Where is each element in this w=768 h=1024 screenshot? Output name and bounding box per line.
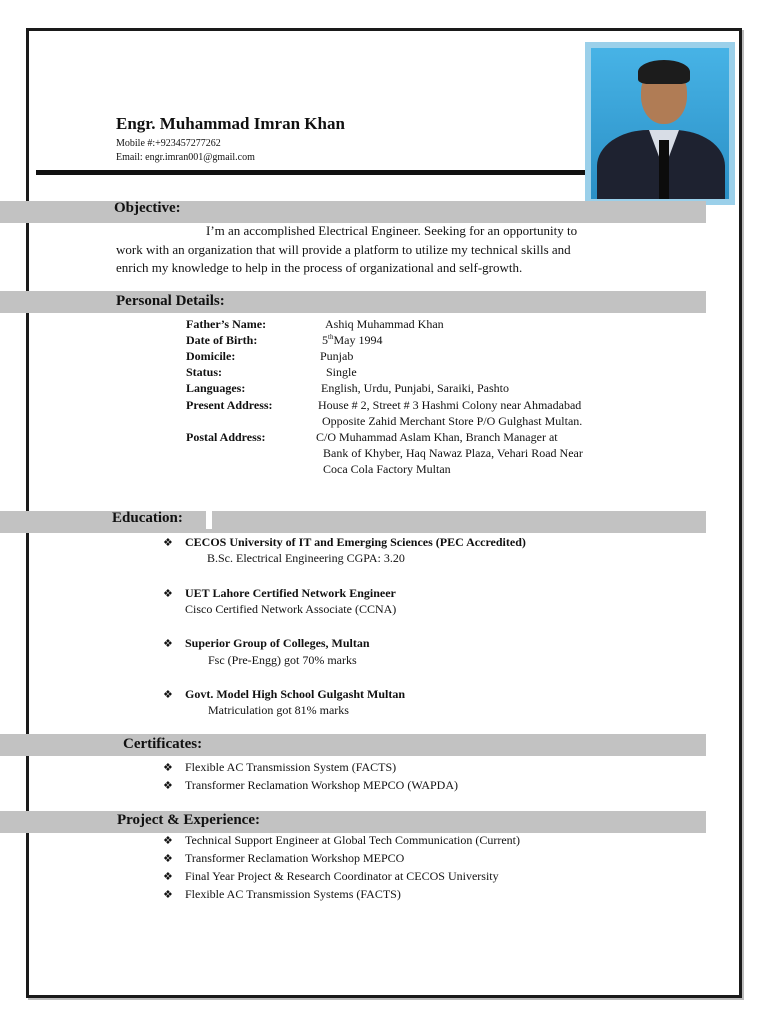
- domicile-label: Domicile:: [186, 349, 236, 363]
- education-item-subtitle: Fsc (Pre-Engg) got 70% marks: [208, 653, 357, 667]
- certificate-item: Flexible AC Transmission System (FACTS): [185, 760, 397, 774]
- fathers-name-value: Ashiq Muhammad Khan: [325, 317, 444, 331]
- dob-label: Date of Birth:: [186, 333, 258, 347]
- education-item-subtitle: Cisco Certified Network Associate (CCNA): [185, 602, 397, 616]
- project-item: Flexible AC Transmission Systems (FACTS): [185, 887, 401, 901]
- education-item-subtitle: B.Sc. Electrical Engineering CGPA: 3.20: [207, 551, 405, 565]
- email-address: Email: engr.imran001@gmail.com: [116, 152, 255, 163]
- bullet-icon: ❖: [163, 889, 173, 901]
- project-item: Final Year Project & Research Coordinator at CECOS University: [185, 869, 499, 883]
- bullet-icon: ❖: [163, 762, 173, 774]
- bullet-icon: ❖: [163, 853, 173, 865]
- bullet-icon: ❖: [163, 689, 173, 701]
- personal-details-band: [0, 291, 706, 313]
- project-item: Technical Support Engineer at Global Tech Communication (Current): [185, 833, 521, 847]
- dob-value: 5thMay 1994: [322, 333, 383, 347]
- objective-text: I’m an accomplished Electrical Engineer. Seeking for an opportunity to work with an organization that will provide a platform to utilize my technical skills and enrich my knowledge to help in the process of organizational and self-growth.: [116, 223, 578, 275]
- projects-band: [0, 811, 706, 833]
- postal-address-label: Postal Address:: [186, 430, 266, 444]
- bullet-icon: ❖: [163, 537, 173, 549]
- status-label: Status:: [186, 365, 223, 379]
- education-item-title: UET Lahore Certified Network Engineer: [185, 586, 396, 600]
- postal-address-line2: Bank of Khyber, Haq Nawaz Plaza, Vehari Road Near: [323, 446, 583, 460]
- personal-details-heading: Personal Details:: [116, 293, 225, 309]
- languages-label: Languages:: [186, 381, 246, 395]
- certificates-band: [0, 734, 706, 756]
- bullet-icon: ❖: [163, 638, 173, 650]
- education-item-title: CECOS University of IT and Emerging Sciences (PEC Accredited): [185, 535, 526, 549]
- bullet-icon: ❖: [163, 835, 173, 847]
- profile-photo: [585, 42, 735, 205]
- education-item-title: Superior Group of Colleges, Multan: [185, 636, 370, 650]
- education-band: [0, 511, 706, 533]
- languages-value: English, Urdu, Punjabi, Saraiki, Pashto: [321, 381, 509, 395]
- mobile-number: Mobile #:+923457277262: [116, 138, 221, 149]
- certificate-item: Transformer Reclamation Workshop MEPCO (WAPDA): [185, 778, 459, 792]
- postal-address-line3: Coca Cola Factory Multan: [323, 462, 451, 476]
- bullet-icon: ❖: [163, 780, 173, 792]
- present-address-line1: House # 2, Street # 3 Hashmi Colony near Ahmadabad: [318, 398, 582, 412]
- education-heading: Education:: [112, 510, 183, 526]
- education-item-title: Govt. Model High School Gulgasht Multan: [185, 687, 406, 701]
- present-address-label: Present Address:: [186, 398, 273, 412]
- education-band-gap: [206, 511, 212, 529]
- postal-address-line1: C/O Muhammad Aslam Khan, Branch Manager at: [316, 430, 558, 444]
- header-divider: [36, 170, 596, 175]
- fathers-name-label: Father’s Name:: [186, 317, 267, 331]
- projects-heading: Project & Experience:: [117, 812, 260, 828]
- certificates-heading: Certificates:: [123, 736, 203, 752]
- objective-heading: Objective:: [114, 200, 181, 216]
- candidate-name: Engr. Muhammad Imran Khan: [116, 114, 345, 133]
- present-address-line2: Opposite Zahid Merchant Store P/O Gulghast Multan.: [322, 414, 583, 428]
- status-value: Single: [326, 365, 357, 379]
- objective-band: [0, 201, 706, 223]
- education-item-subtitle: Matriculation got 81% marks: [208, 703, 349, 717]
- bullet-icon: ❖: [163, 588, 173, 600]
- bullet-icon: ❖: [163, 871, 173, 883]
- project-item: Transformer Reclamation Workshop MEPCO: [185, 851, 405, 865]
- domicile-value: Punjab: [320, 349, 354, 363]
